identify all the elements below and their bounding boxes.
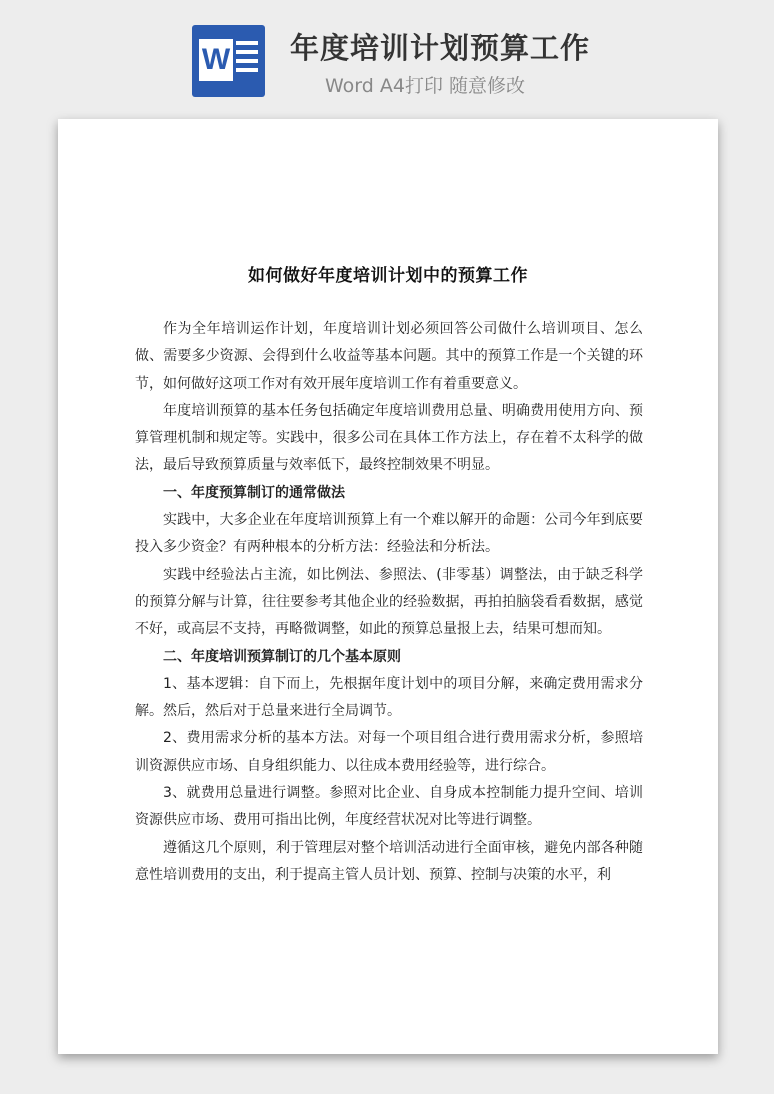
paragraph: 年度培训预算的基本任务包括确定年度培训费用总量、明确费用使用方向、预算管理机制和规定等。实践中，很多公司在具体工作方法上，存在着不太科学的做法，最后导致预算质量与效率低下，最终控制效果不明显。 — [135, 402, 643, 474]
word-logo-letter: W — [199, 39, 233, 81]
section-heading: 二、年度培训预算制订的几个基本原则 — [163, 648, 401, 665]
section-heading: 一、年度预算制订的通常做法 — [163, 484, 345, 501]
paragraph: 实践中经验法占主流，如比例法、参照法、(非零基）调整法，由于缺乏科学的预算分解与计算，往往要参考其他企业的经验数据，再拍拍脑袋看看数据，感觉不好，或高层不支持，再略微调整，如此的预算总量报上去，结果可想而知。 — [135, 566, 643, 638]
document-lines-icon — [236, 41, 258, 81]
paragraph: 遵循这几个原则，利于管理层对整个培训活动进行全面审核，避免内部各种随意性培训费用的支出，利于提高主管人员计划、预算、控制与决策的水平，利 — [135, 839, 643, 883]
header — [0, 0, 774, 110]
paragraph: 3、就费用总量进行调整。参照对比企业、自身成本控制能力提升空间、培训资源供应市场、费用可指出比例，年度经营状况对比等进行调整。 — [135, 785, 643, 829]
document-title: 如何做好年度培训计划中的预算工作 — [248, 266, 528, 286]
paragraph: 2、费用需求分析的基本方法。对每一个项目组合进行费用需求分析，参照培训资源供应市场、自身组织能力、以往成本费用经验等，进行综合。 — [135, 730, 643, 774]
header-title: 年度培训计划预算工作 — [290, 31, 591, 65]
word-icon — [192, 25, 265, 97]
header-subtitle: Word A4打印 随意修改 — [325, 75, 526, 97]
paragraph: 1、基本逻辑：自下而上，先根据年度计划中的项目分解，来确定费用需求分解。然后，然后对于总量来进行全局调节。 — [135, 675, 643, 720]
document-page — [58, 119, 718, 1054]
paragraph: 作为全年培训运作计划，年度培训计划必须回答公司做什么培训项目、怎么做、需要多少资源、会得到什么收益等基本问题。其中的预算工作是一个关键的环节，如何做好这项工作对有效开展年度培训工作有着重要意义。 — [135, 321, 643, 392]
document-body — [135, 316, 643, 889]
paragraph: 实践中，大多企业在年度培训预算上有一个难以解开的命题：公司今年到底要投入多少资金？有两种根本的分析方法：经验法和分析法。 — [135, 512, 643, 556]
